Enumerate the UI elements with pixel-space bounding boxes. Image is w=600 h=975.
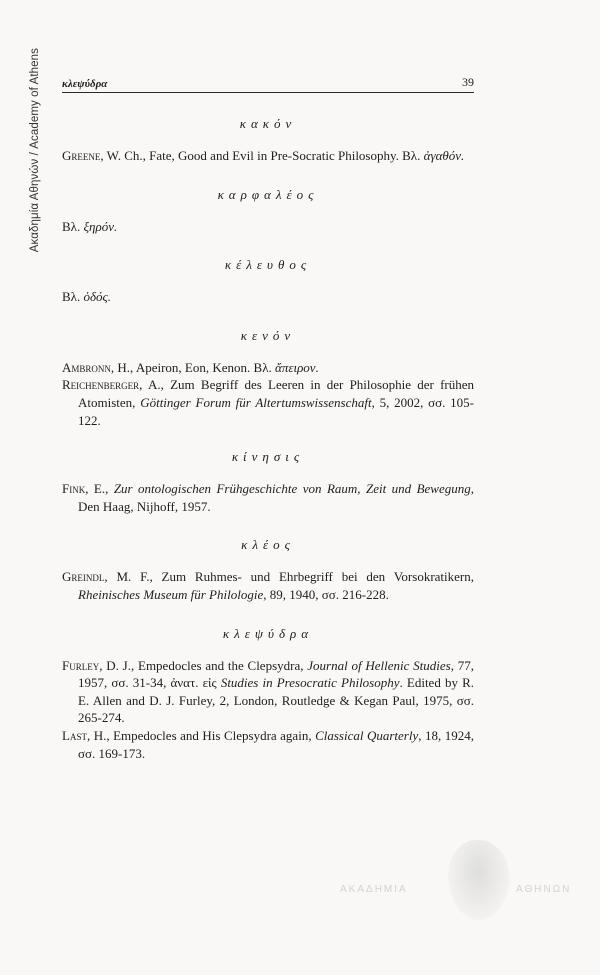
lemma-heading: κακόν (239, 116, 297, 131)
italic-title: ξηρόν. (83, 218, 118, 234)
lemma-section (62, 257, 474, 306)
lemma-heading: κλέος (241, 537, 295, 553)
archive-side-stamp: Ακαδημία Αθηνών / Academy of Athens (29, 48, 41, 253)
academy-watermark (340, 840, 580, 930)
bibliography-list (62, 657, 474, 763)
citation-text: Βλ. (62, 289, 84, 305)
bibliography-list (62, 359, 474, 429)
italic-title: Studies in Presocratic Philosophy (220, 675, 400, 691)
italic-title: ὁδός. (83, 289, 112, 305)
owl-seal-icon (448, 840, 510, 920)
author-surname: Greindl (62, 569, 105, 585)
author-surname: Reichenberger (62, 377, 140, 393)
citation-text: , 5, 2002, σσ. 105-122. (78, 394, 475, 428)
citation-text: , Den Haag, Nijhoff, 1957. (78, 481, 475, 514)
bibliography-list (62, 568, 474, 603)
bibliography-entry (62, 657, 474, 727)
bibliography-entry (62, 727, 474, 762)
citation-text: Βλ. (62, 218, 84, 234)
citation-text: , W. Ch., Fate, Good and Evil in Pre-Socratic Philosophy. Βλ. (100, 148, 424, 163)
lemma-section (62, 328, 474, 429)
italic-title: Rheinisches Museum für Philologie (78, 586, 264, 602)
lemma-heading: κλεψύδρα (222, 625, 314, 641)
bibliography-entry (62, 568, 474, 603)
lemma-section (62, 626, 474, 763)
italic-title: Zur ontologischen Frühgeschichte von Raum, Zeit und Bewegung (113, 481, 471, 497)
author-surname: Furley (62, 657, 100, 673)
lemma-section (62, 116, 474, 165)
lemma-heading: κίνησις (231, 449, 305, 465)
running-header (62, 74, 474, 93)
lemma-section (62, 187, 474, 236)
citation-text: , 18, 1924, σσ. 169-173. (78, 727, 474, 761)
author-surname: Fink (62, 481, 86, 497)
bibliography-list (62, 288, 474, 306)
bibliography-entry (62, 218, 474, 236)
author-surname: Ambronn (62, 359, 111, 375)
running-header-title: κλεψύδρα (62, 78, 108, 90)
author-surname: Last (62, 727, 87, 743)
citation-text: , E., (85, 481, 114, 497)
italic-title: ἀγαθόν. (423, 148, 465, 163)
bibliography-entry (62, 376, 474, 429)
bibliography-entry (62, 147, 474, 165)
citation-text: , H., Empedocles and His Clepsydra again, (86, 727, 316, 743)
lemma-heading: καρφαλέος (217, 186, 319, 202)
bibliography-list (62, 480, 474, 515)
author-surname: Greene (62, 148, 101, 163)
citation-text: , D. J., Empedocles and the Clepsydra, (99, 657, 308, 673)
citation-text: . Edited by R. E. Allen and D. J. Furley, 2, London, Routledge & Kegan Paul, 1975, σσ. 265-274. (78, 675, 474, 726)
watermark-text-right: ΑΘΗΝΩΝ (516, 884, 572, 895)
bibliography-content (62, 116, 474, 762)
citation-text: , A., Zum Begriff des Leeren in der Philosophie der frühen Atomisten, (78, 377, 474, 410)
bibliography-entry (62, 480, 474, 515)
lemma-section (62, 449, 474, 515)
citation-text: , 77, 1957, σσ. 31-34, ἀνατ. εἰς (78, 657, 475, 691)
italic-title: Classical Quarterly (315, 727, 419, 743)
bibliography-entry (62, 359, 474, 377)
italic-title: Journal of Hellenic Studies (307, 657, 451, 673)
citation-text: , H., Apeiron, Eon, Kenon. Βλ. (110, 359, 275, 375)
italic-title: Göttinger Forum für Altertumswissenschaft (140, 394, 372, 410)
citation-text: , M. F., Zum Ruhmes- und Ehrbegriff bei den Vorsokratikern, (104, 569, 474, 585)
citation-text: , 89, 1940, σσ. 216-228. (263, 586, 389, 602)
page-number: 39 (462, 75, 474, 89)
bibliography-entry (62, 288, 474, 306)
watermark-text-left: ΑΚΑΔΗΜΙΑ (340, 884, 408, 895)
lemma-heading: κενόν (240, 327, 296, 343)
lemma-heading: κέλευθος (224, 257, 312, 273)
lemma-section (62, 537, 474, 603)
italic-title: ἄπειρον. (275, 359, 319, 375)
bibliography-list (62, 147, 474, 165)
bibliography-list (62, 218, 474, 236)
